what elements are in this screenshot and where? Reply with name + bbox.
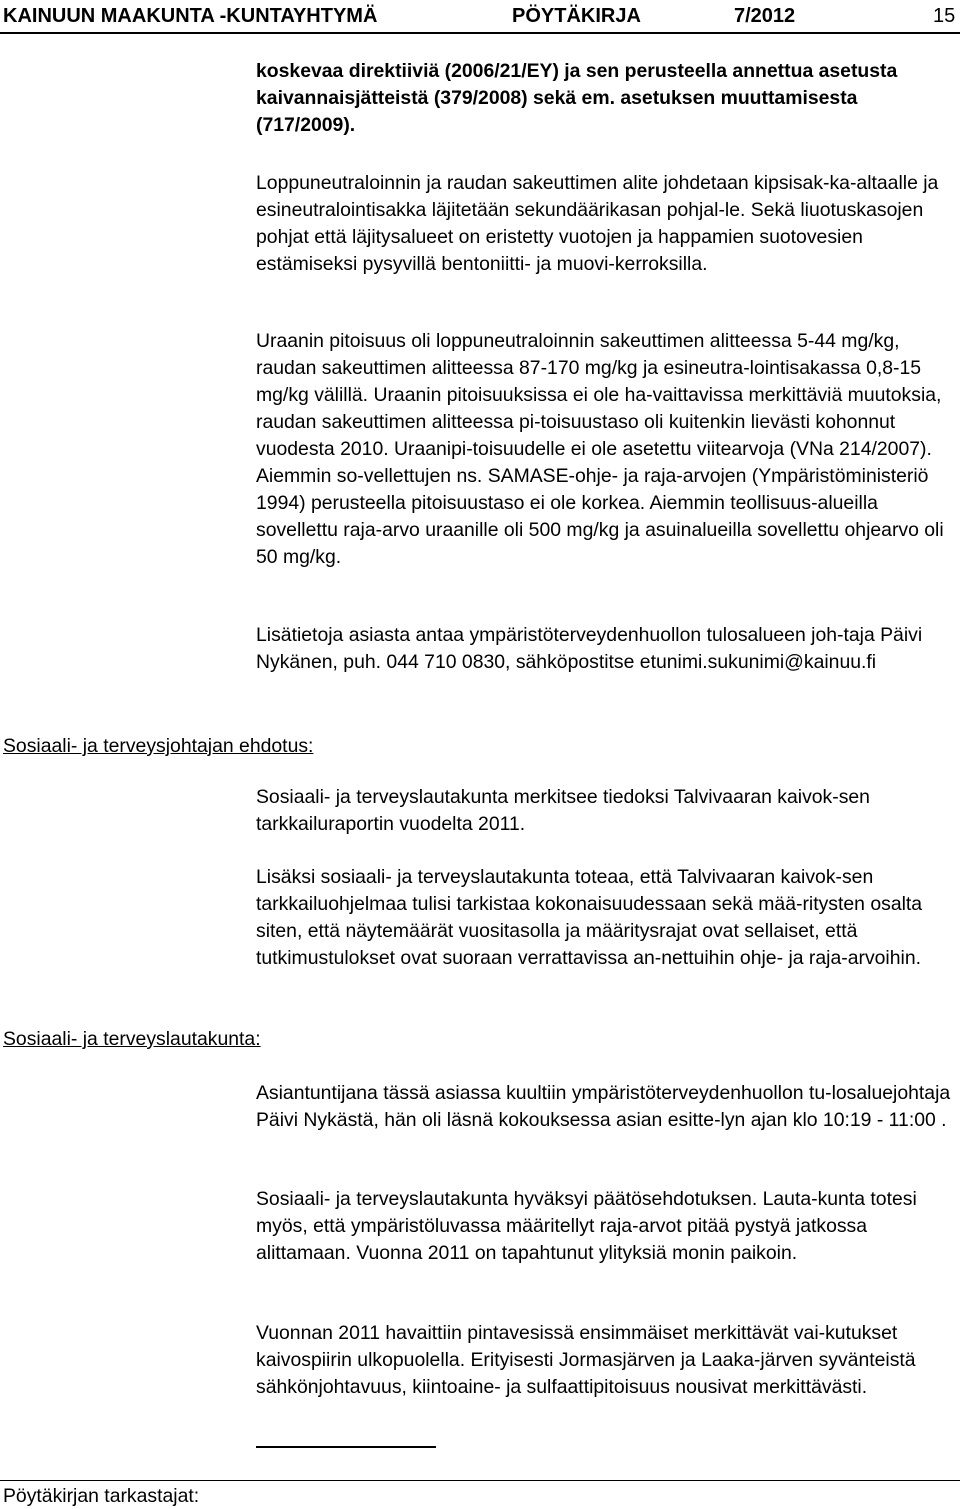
paragraph-expert: Asiantuntijana tässä asiassa kuultiin ympäristöterveydenhuollon tu-losaluejohtaja Päivi Nykästä, hän oli läsnä kokouksessa asian esitte-lyn ajan klo 10:19 - 11:00 . — [256, 1082, 951, 1131]
document-type: PÖYTÄKIRJA — [512, 5, 641, 27]
page-number: 15 — [933, 5, 956, 27]
proposal-label: Sosiaali- ja terveysjohtajan ehdotus: — [3, 735, 314, 757]
paragraph-legislation: koskevaa direktiiviä (2006/21/EY) ja sen perusteella annettua asetusta kaivannaisjätteistä (379/2008) sekä em. asetuksen muuttamisesta (717/2009). — [256, 60, 898, 136]
paragraph-surface-water: Vuonnan 2011 havaittiin pintavesissä ensimmäiset merkittävät vai-kutukset kaivospiirin ulkopuolella. Erityisesti Jormasjärven ja Laaka-järven syvänteistä sähkönjohtavuus, kiintoaine- ja sulfaattipitoisuus nousivat merkittävästi. — [256, 1322, 916, 1398]
header-divider — [0, 32, 960, 34]
paragraph-proposal-2: Lisäksi sosiaali- ja terveyslautakunta toteaa, että Talvivaaran kaivok-sen tarkkailuohjelmaa tulisi tarkistaa kokonaisuudessaan sekä mää-ritysten osalta siten, että näytemäärät vuositasolla ja määritysrajat ovat sellaiset, että tutkimustulokset ovat suoraan verrattavissa an-nettuihin ohje- ja raja-arvoihin. — [256, 866, 923, 969]
document-number: 7/2012 — [734, 5, 796, 27]
board-label: Sosiaali- ja terveyslautakunta: — [3, 1028, 261, 1050]
end-of-section-line — [256, 1446, 436, 1448]
paragraph-decision: Sosiaali- ja terveyslautakunta hyväksyi päätösehdotuksen. Lauta-kunta totesi myös, että ympäristöluvassa määritellyt raja-arvot pitää pystyä jatkossa alittamaan. Vuonna 2011 on tapahtunut ylityksiä monin paikoin. — [256, 1188, 917, 1264]
paragraph-contact-info: Lisätietoja asiasta antaa ympäristöterveydenhuollon tulosalueen joh-taja Päivi Nykänen, puh. 044 710 0830, sähköpostitse etunimi.sukunimi@kainuu.fi — [256, 624, 923, 673]
footer-inspectors-label: Pöytäkirjan tarkastajat: — [3, 1485, 200, 1507]
page-header — [0, 0, 960, 30]
paragraph-neutralization: Loppuneutraloinnin ja raudan sakeuttimen alite johdetaan kipsisak-ka-altaalle ja esineutralointisakka läjitetään sekundäärikasan pohjal-le. Sekä liuotuskasojen pohjat että läjitysalueet on eristetty vuotojen ja happamien suotovesien estämiseksi pysyvillä bentoniitti- ja muovi-kerroksilla. — [256, 172, 939, 275]
organization-name: KAINUUN MAAKUNTA -KUNTAYHTYMÄ — [3, 5, 378, 27]
paragraph-uranium: Uraanin pitoisuus oli loppuneutraloinnin sakeuttimen alitteessa 5-44 mg/kg, raudan sakeuttimen alitteessa 87-170 mg/kg ja esineutra-lointisakassa 0,8-15 mg/kg välillä. Uraanin pitoisuuksissa ei ole ha-vaittavissa merkittäviä muutoksia, raudan sakeuttimen alitteessa pi-toisuustaso oli kuitenkin lievästi kohonnut vuodesta 2010. Uraanipi-toisuudelle ei ole asetettu viitearvoja (VNa 214/2007). Aiemmin so-vellettujen ns. SAMASE-ohje- ja raja-arvojen (Ympäristöministeriö 1994) perusteella pitoisuustaso ei ole korkea. Aiemmin teollisuus-alueilla sovellettu raja-arvo uraanille oli 500 mg/kg ja asuinalueilla sovellettu ohjearvo oli 50 mg/kg. — [256, 330, 944, 568]
footer-divider — [0, 1480, 960, 1481]
paragraph-proposal-1: Sosiaali- ja terveyslautakunta merkitsee tiedoksi Talvivaaran kaivok-sen tarkkailuraportin vuodelta 2011. — [256, 786, 870, 835]
